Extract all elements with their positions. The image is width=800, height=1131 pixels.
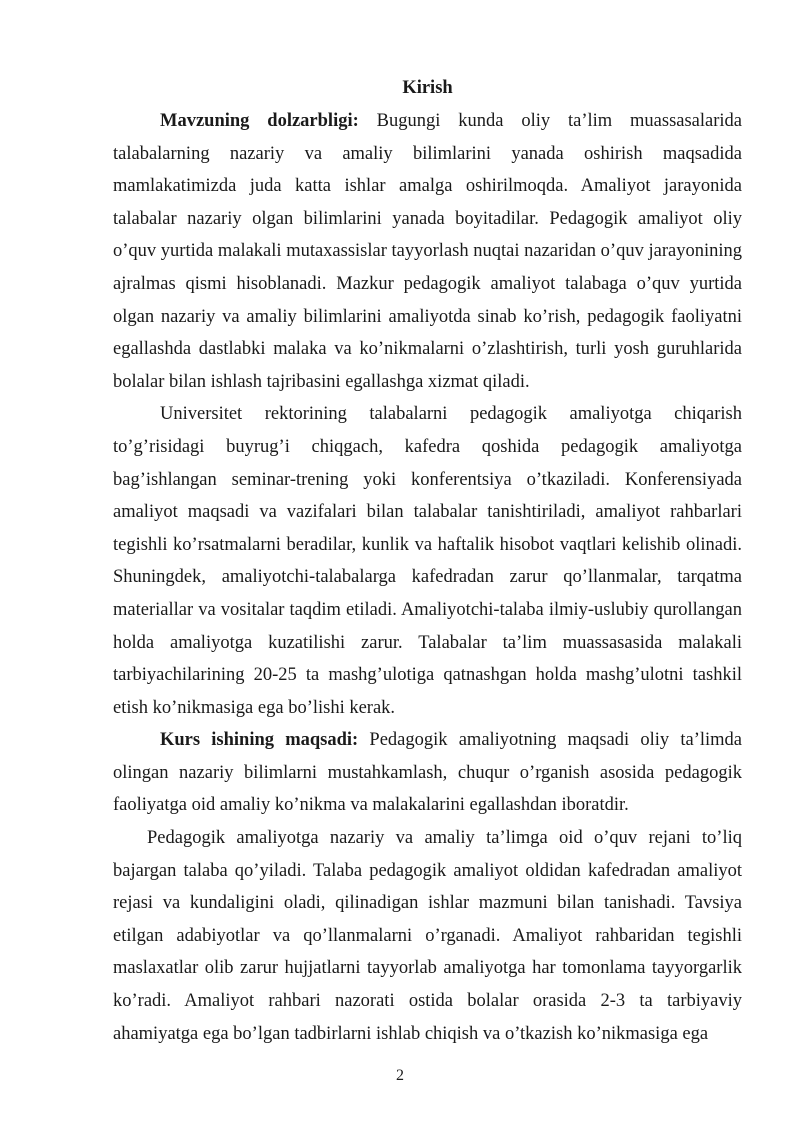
paragraph-relevance xyxy=(113,105,742,398)
paragraph-text-course-goal: Pedagogik amaliyotning maqsadi oliy ta’limda olingan nazariy bilimlarni mustahkamlash, chuqur o’rganish asosida pedagogik faoliyatga oid amaliy ko’nikma va malakalarini egallashdan iboratdir. xyxy=(113,730,742,816)
paragraph-student-preparation xyxy=(113,822,742,1050)
page-number: 2 xyxy=(396,1067,404,1084)
paragraph-practice-procedure xyxy=(113,398,742,724)
paragraph-text-relevance: Bugungi kunda oliy ta’lim muassasalarida talabalarning nazariy va amaliy bilimlarini yanada oshirish maqsadida mamlakatimizda juda katta ishlar amalga oshirilmoqda. Amaliyot jarayonida talabalar nazariy olgan bilimlarini yanada boyitadilar. Pedagogik amaliyot oliy o’quv yurtida malakali mutaxassislar tayyorlash nuqtai nazaridan o’quv jarayonining ajralmas qismi hisoblanadi. Mazkur pedagogik amaliyot talabaga o’quv yurtida olgan nazariy va amaliy bilimlarini amaliyotda sinab ko’rish, pedagogik faoliyatni egallashda dastlabki malaka va ko’nikmalarni o’zlashtirish, turli yosh guruhlarida bolalar bilan ishlash tajribasini egallashga xizmat qiladi. xyxy=(113,111,743,392)
paragraph-text-student-preparation: Pedagogik amaliyotga nazariy va amaliy ta’limga oid o’quv rejani to’liq bajargan talaba qo’yiladi. Talaba pedagogik amaliyot oldidan kafedradan amaliyot rejasi va kundaligini oladi, qilinadigan ishlar mazmuni bilan tanishadi. Tavsiya etilgan adabiyotlar va qo’llanmalarni o’rganadi. Amaliyot rahbaridan tegishli maslaxatlar olib zarur hujjatlarni tayyorlab amaliyotga har tomonlama tayyorgarlik ko’radi. Amaliyot rahbari nazorati ostida bolalar orasida 2-3 ta tarbiyaviy ahamiyatga ega bo’lgan tadbirlarni ishlab chiqish va o’tkazish ko’nikmasiga ega xyxy=(113,828,742,1044)
document-page xyxy=(113,72,742,1050)
paragraph-text-practice-procedure: Universitet rektorining talabalarni pedagogik amaliyotga chiqarish to’g’risidagi buyrug’i chiqgach, kafedra qoshida pedagogik amaliyotga bag’ishlangan seminar-trening yoki konferentsiya o’tkaziladi. Konferensiyada amaliyot maqsadi va vazifalari bilan talabalar tanishtiriladi, amaliyot rahbarlari tegishli ko’rsatmalarni beradilar, kunlik va haftalik hisobot vaqtlari kelishib olinadi. Shuningdek, amaliyotchi-talabalarga kafedradan zarur qo’llanmalar, tarqatma materiallar va vositalar taqdim etiladi. Amaliyotchi-talaba ilmiy-uslubiy qurollangan holda amaliyotga kuzatilishi zarur. Talabalar ta’lim muassasasida malakali tarbiyachilarining 20-25 ta mashg’ulotiga qatnashgan holda mashg’ulotni tashkil etish ko’nikmasiga ega bo’lishi kerak. xyxy=(113,404,742,718)
paragraph-lead-relevance: Mavzuning dolzarbligi: xyxy=(160,111,359,131)
page-title: Kirish xyxy=(402,78,453,98)
paragraph-course-goal xyxy=(113,724,742,822)
paragraph-lead-course-goal: Kurs ishining maqsadi: xyxy=(160,730,359,751)
